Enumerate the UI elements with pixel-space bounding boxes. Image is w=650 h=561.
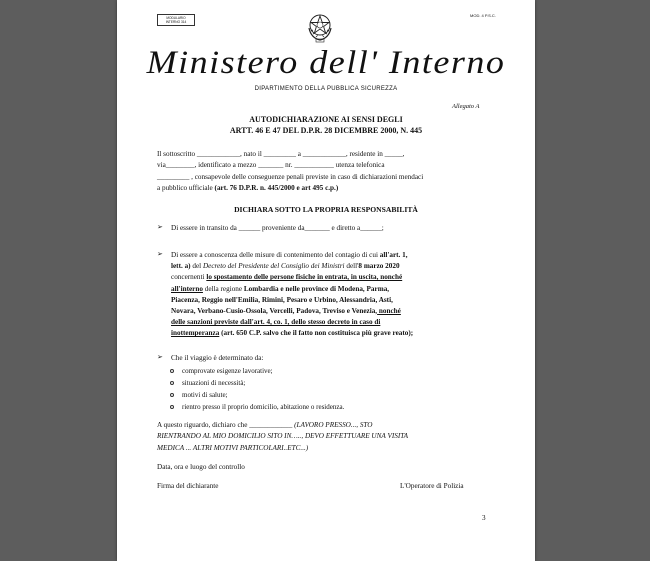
- intro-line: Il sottoscritto ____________, nato il _________ a ____________, residente in _____,: [157, 150, 405, 158]
- text: nonché: [377, 307, 401, 316]
- text: dell': [344, 262, 359, 271]
- page-number: 3: [482, 514, 486, 522]
- checkbox-circle-icon: [170, 381, 174, 385]
- intro-line: _________ , consapevole delle conseguenze penali previste in caso di dichiarazioni mendaci: [157, 172, 424, 181]
- text: MEDICA ... ALTRI MOTIVI PARTICOLARI..ETC...): [157, 443, 309, 452]
- intro-line: via________, identificato a mezzo _______ nr. ___________ utenza telefonica: [157, 161, 385, 170]
- arrow-bullet-icon: ➢: [157, 223, 163, 231]
- modulario-stamp: [157, 14, 195, 26]
- italian-republic-emblem-icon: [305, 10, 335, 44]
- reason-item: [182, 366, 273, 378]
- text: 8 marzo 2020: [358, 262, 400, 271]
- text: all'art. 1,: [379, 251, 408, 259]
- arrow-bullet-icon: ➢: [157, 353, 163, 361]
- measures-line: [171, 272, 489, 283]
- intro-paragraph: [157, 149, 489, 195]
- text: A questo riguardo, dichiaro che ____________: [157, 421, 295, 429]
- travel-reason-lead: Che il viaggio è determinato da:: [171, 354, 264, 362]
- regard-line: [157, 420, 489, 431]
- text: RIENTRANDO AL MIO DOMICILIO SITO IN….., DEVO EFFETTUARE UNA VISITA: [157, 432, 409, 441]
- checkbox-circle-icon: [170, 369, 174, 373]
- department-name: DIPARTIMENTO DELLA PUBBLICA SICUREZZA: [254, 86, 398, 92]
- reason-label: comprovate esigenze lavorative;: [182, 367, 273, 375]
- reason-label: motivi di salute;: [182, 391, 228, 399]
- place-date-label: Data, ora e luogo del controllo: [157, 463, 245, 471]
- document-page: [117, 0, 535, 561]
- measures-line: [171, 284, 489, 295]
- text: all'interno: [171, 284, 203, 293]
- title-line-1: AUTODICHIARAZIONE AI SENSI DEGLI: [249, 115, 403, 124]
- declaration-heading: DICHIARA SOTTO LA PROPRIA RESPONSABILITÀ: [234, 205, 418, 214]
- text: inottemperanza: [171, 329, 220, 338]
- reason-label: rientro presso il proprio domicilio, abitazione o residenza.: [182, 403, 345, 411]
- stamp-line-2: INTERNO 314: [165, 20, 187, 24]
- title-line-2: ARTT. 46 E 47 DEL D.P.R. 28 DICEMBRE 2000, N. 445: [229, 126, 423, 135]
- arrow-bullet-icon: ➢: [157, 250, 163, 258]
- regard-paragraph: [157, 420, 489, 454]
- text: lo spostamento delle persone fisiche in entrata, in uscita, nonché: [206, 273, 403, 282]
- reason-item: [182, 390, 228, 402]
- measures-line: [171, 250, 489, 261]
- text: Di essere a conoscenza delle misure di contenimento del contagio di cui: [171, 251, 380, 259]
- reason-item: [182, 402, 344, 414]
- transit-statement: Di essere in transito da ______ proveniente da_______ e diretto a______;: [171, 224, 384, 232]
- checkbox-circle-icon: [170, 393, 174, 397]
- text: delle sanzioni previste dall'art. 4, co. 1, dello stesso decreto in caso di: [171, 318, 381, 327]
- officer-signature-label: L'Operatore di Polizia: [400, 482, 464, 490]
- document-title: [117, 114, 535, 136]
- measures-line: [171, 317, 489, 328]
- checkbox-circle-icon: [170, 405, 174, 409]
- ministry-title: Ministero dell' Interno: [146, 43, 506, 81]
- intro-text: a pubblico ufficiale: [157, 184, 215, 193]
- measures-line: [171, 295, 489, 306]
- stamp-line-1: MODULARIO: [166, 16, 186, 20]
- reason-item: [182, 378, 245, 390]
- regard-line: [157, 443, 489, 454]
- annex-label: Allegato A: [452, 103, 480, 110]
- text: lett. a): [171, 262, 191, 271]
- form-code: MOD. 4 P.S.C.: [470, 13, 496, 18]
- text: della regione: [202, 284, 244, 293]
- text: Novara, Verbano-Cusio-Ossola, Vercelli, Padova, Treviso e Venezia,: [171, 307, 378, 316]
- measures-statement: [171, 250, 489, 340]
- text: Lombardia e nelle province di Modena, Parma,: [243, 284, 390, 293]
- text: Decreto del Presidente del Consiglio dei Ministri: [202, 262, 345, 271]
- reason-label: situazioni di necessità;: [182, 379, 246, 387]
- intro-line: [157, 183, 489, 194]
- text: (LAVORO PRESSO..., STO: [294, 421, 373, 429]
- text: del: [190, 262, 203, 271]
- text: concernenti: [171, 273, 207, 282]
- regard-line: [157, 431, 489, 442]
- intro-legal-reference: (art. 76 D.P.R. n. 445/2000 e art 495 c.p.): [214, 184, 339, 193]
- measures-line: [171, 261, 489, 272]
- text: Piacenza, Reggio nell'Emilia, Rimini, Pesaro e Urbino, Alessandria, Asti,: [171, 295, 393, 304]
- text: (art. 650 C.P. salvo che il fatto non costituisca più grave reato);: [219, 329, 414, 338]
- measures-line: [171, 306, 489, 317]
- declarant-signature-label: Firma del dichiarante: [157, 482, 219, 490]
- measures-line: [171, 328, 489, 339]
